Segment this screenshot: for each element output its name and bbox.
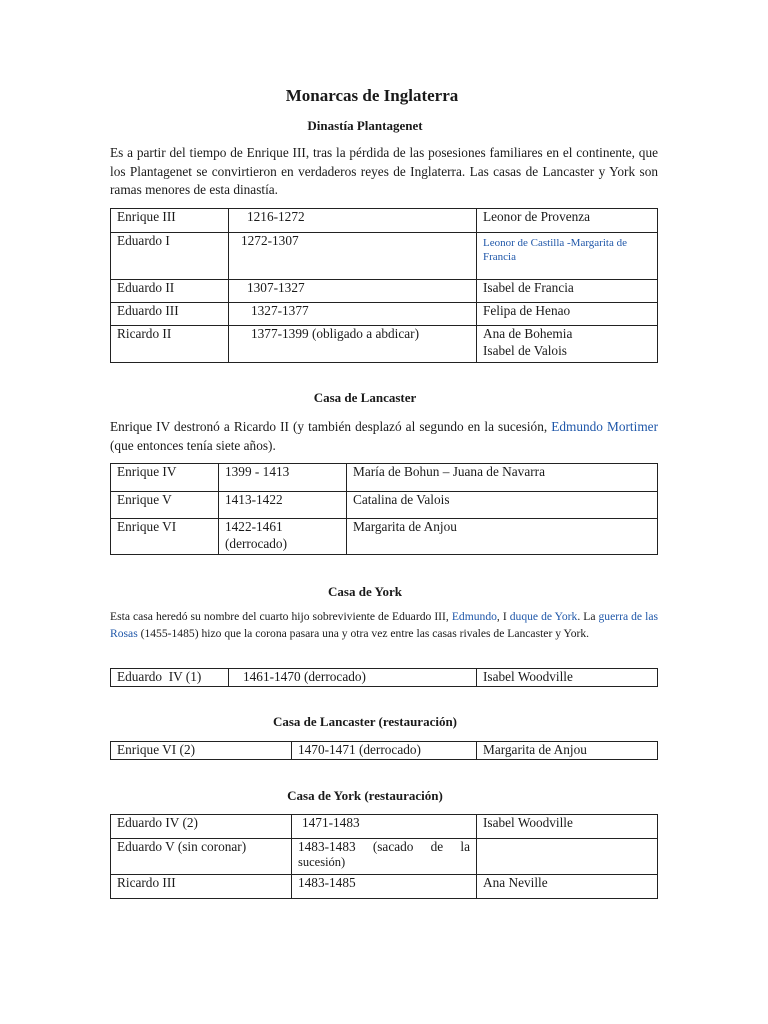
table-row [111,839,658,875]
york-table [110,668,658,687]
edmundo-mortimer-link[interactable]: Edmundo Mortimer [551,419,658,434]
table-row [111,669,658,687]
york-restauracion-table [110,814,658,899]
consort: Isabel de Francia [477,280,658,303]
king-name: Eduardo III [111,303,229,326]
reign-years: 1307-1327 [229,280,477,303]
king-name: Eduardo IV (2) [111,815,292,839]
section-heading-york-restauracion: Casa de York (restauración) [287,788,443,803]
king-name: Enrique VI (2) [111,742,292,760]
king-name: Ricardo II [111,326,229,363]
edmundo-link[interactable]: Edmundo [451,610,497,623]
table-row [111,303,658,326]
table-row [111,209,658,233]
page-title: Monarcas de Inglaterra [285,86,459,105]
consort: Ana Neville [477,875,658,899]
reign-years: 1470-1471 (derrocado) [292,742,477,760]
intro-text: . La [577,610,599,623]
years-line: 1422-1461 [225,519,283,534]
table-row [111,280,658,303]
lancaster-restauracion-table [110,741,658,760]
table-row [111,464,658,492]
king-name: Eduardo I [111,233,229,280]
reign-years [219,519,347,555]
reign-years [292,839,477,875]
lancaster-table [110,463,658,555]
consort: Felipa de Henao [477,303,658,326]
years-line: 1483-1483 (sacado de la [298,839,470,854]
section-heading-plantagenet: Dinastía Plantagenet [307,118,423,133]
section-heading-york: Casa de York [328,584,402,599]
consort: Margarita de Anjou [477,742,658,760]
table-row [111,326,658,363]
reign-years: 1483-1485 [292,875,477,899]
lancaster-intro [110,418,658,455]
king-name: Enrique III [111,209,229,233]
reign-years: 1461-1470 (derrocado) [229,669,477,687]
king-name: Eduardo II [111,280,229,303]
years-line: (derrocado) [225,535,288,551]
intro-text: (que entonces tenía siete años). [110,437,276,453]
reign-years: 1399 - 1413 [219,464,347,492]
york-intro [110,608,658,642]
section-heading-lancaster: Casa de Lancaster [313,390,417,405]
consort [477,326,658,363]
table-row [111,815,658,839]
duque-de-york-link[interactable]: duque de York [509,610,578,623]
reign-years: 1327-1377 [229,303,477,326]
table-row [111,875,658,899]
king-name: Ricardo III [111,875,292,899]
reign-years: 1471-1483 [292,815,477,839]
king-name: Enrique IV [111,464,219,492]
reign-years: 1377-1399 (obligado a abdicar) [229,326,477,363]
king-name: Eduardo V (sin coronar) [111,839,292,875]
years-line: sucesión) [298,855,346,869]
consort [477,839,658,875]
table-row [111,742,658,760]
reign-years: 1413-1422 [219,492,347,519]
guerra-de-las-rosas-link[interactable]: guerra de las Rosas [110,610,658,640]
consort: María de Bohun – Juana de Navarra [347,464,658,492]
consort-link[interactable]: Leonor de Castilla -Margarita de Francia [477,233,658,280]
consort: Margarita de Anjou [347,519,658,555]
table-row [111,519,658,555]
king-name: Eduardo IV (1) [111,669,229,687]
consort: Isabel Woodville [477,815,658,839]
reign-years: 1272-1307 [229,233,477,280]
king-name: Enrique VI [111,519,219,555]
plantagenet-intro: Es a partir del tiempo de Enrique III, tras la pérdida de las posesiones familiares en el continente, que los Plantagenet se convirtieron en verdaderos reyes de Inglaterra. Las casas de Lancaster y York son ramas menores de esta dinastía. [110,145,658,197]
consort-line: Isabel de Valois [483,342,567,358]
reign-years: 1216-1272 [229,209,477,233]
consort: Isabel Woodville [477,669,658,687]
intro-text: (1455-1485) hizo que la corona pasara una y otra vez entre las casas rivales de Lancaster y York. [137,627,590,640]
consort: Catalina de Valois [347,492,658,519]
intro-text: Enrique IV destronó a Ricardo II (y también desplazó al segundo en la sucesión, [110,419,552,434]
table-row [111,492,658,519]
section-heading-lancaster-restauracion: Casa de Lancaster (restauración) [272,714,458,729]
consort: Leonor de Provenza [477,209,658,233]
plantagenet-table [110,208,658,363]
intro-text: Esta casa heredó su nombre del cuarto hijo sobreviviente de Eduardo III, [110,610,452,623]
consort-line: Ana de Bohemia [483,326,573,341]
intro-text: , I [496,610,510,623]
table-row [111,233,658,280]
king-name: Enrique V [111,492,219,519]
